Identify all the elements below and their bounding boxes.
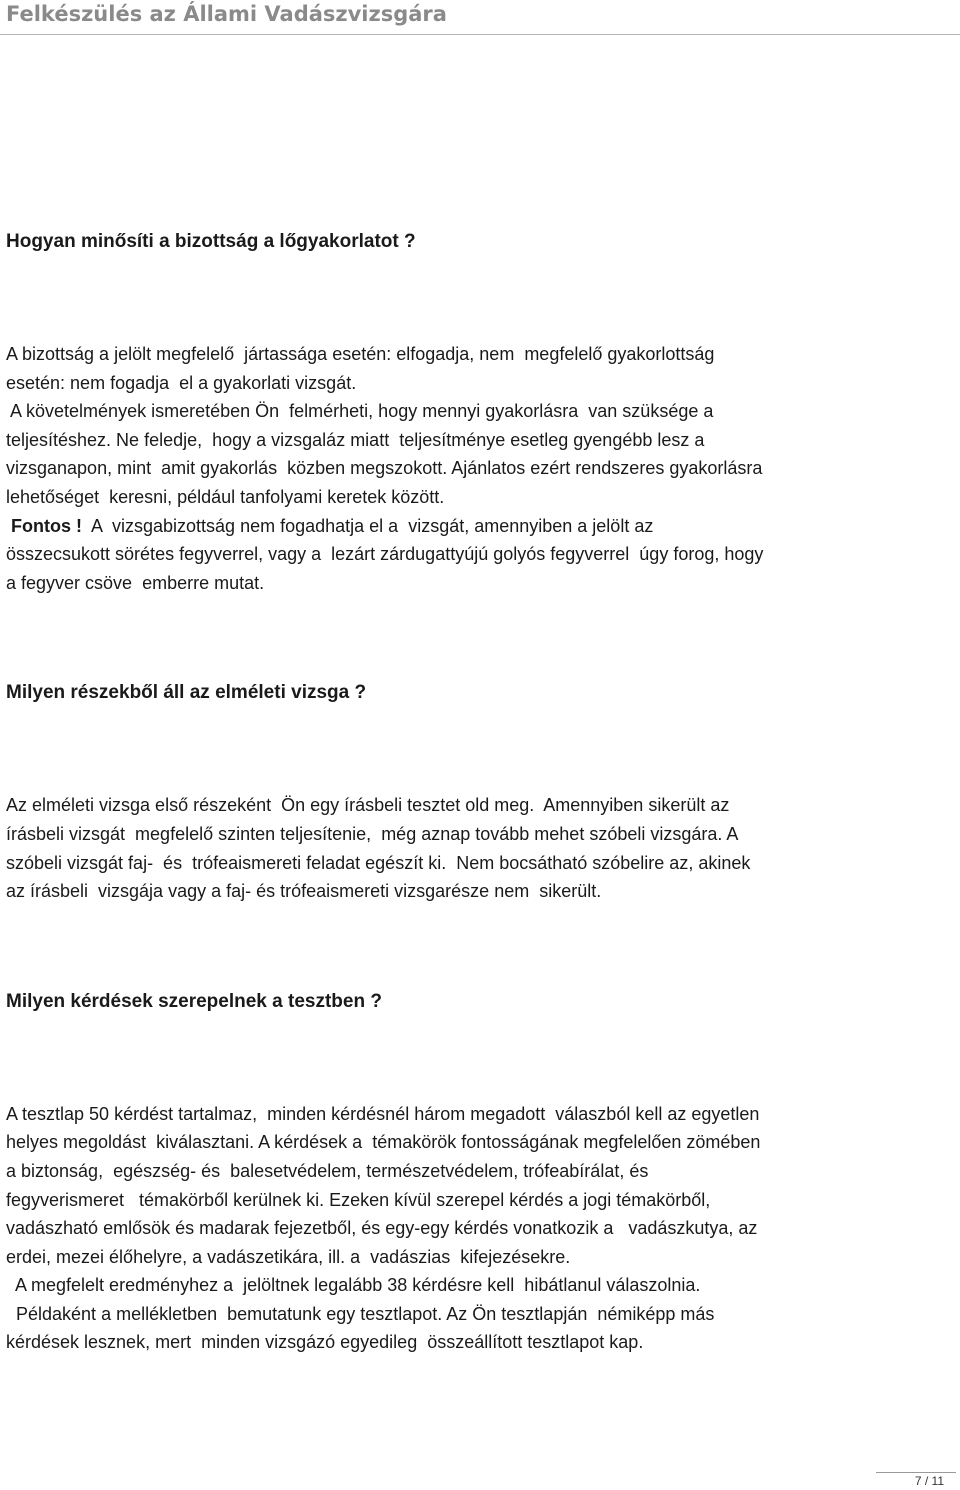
header-divider	[0, 34, 960, 35]
footer-divider	[876, 1472, 956, 1473]
paragraph-line: Az elméleti vizsga első részeként Ön egy írásbeli tesztet old meg. Amennyiben sikerült az	[6, 795, 730, 816]
document-header-title: Felkészülés az Állami Vadászvizsgára	[6, 2, 447, 26]
paragraph-line: erdei, mezei élőhelyre, a vadászetikára, ill. a vadászias kifejezésekre.	[6, 1246, 571, 1267]
section-paragraph-test-questions	[6, 1100, 954, 1357]
paragraph-line: teljesítéshez. Ne feledje, hogy a vizsgaláz miatt teljesítménye esetleg gyengébb lesz a	[6, 429, 705, 450]
paragraph-line: szóbeli vizsgát faj- és trófeaismereti feladat egészít ki. Nem bocsátható szóbelire az, akinek	[6, 852, 751, 873]
paragraph-line: A követelmények ismeretében Ön felmérheti, hogy mennyi gyakorlásra van szüksége a	[6, 401, 714, 422]
document-body	[6, 228, 954, 1357]
paragraph-line: A bizottság a jelölt megfelelő jártassága esetén: elfogadja, nem megfelelő gyakorlottság	[6, 344, 715, 364]
paragraph-line: írásbeli vizsgát megfelelő szinten teljesítenie, még aznap tovább mehet szóbeli vizsgára. A	[6, 823, 739, 844]
paragraph-line: kérdések lesznek, mert minden vizsgázó egyedileg összeállított tesztlapot kap.	[6, 1332, 644, 1353]
paragraph-line: az írásbeli vizsgája vagy a faj- és trófeaismereti vizsgarésze nem sikerült.	[6, 881, 602, 902]
paragraph-line: a fegyver csöve emberre mutat.	[6, 572, 265, 593]
paragraph-line: A megfelelt eredményhez a jelöltnek legalább 38 kérdésre kell hibátlanul válaszolnia.	[6, 1275, 701, 1296]
paragraph-line: esetén: nem fogadja el a gyakorlati vizsgát.	[6, 372, 357, 393]
section-paragraph-shooting	[6, 340, 954, 597]
paragraph-line: lehetőséget keresni, például tanfolyami keretek között.	[6, 486, 445, 507]
section-heading-shooting: Hogyan minősíti a bizottság a lőgyakorlatot ?	[6, 231, 416, 252]
section-heading-test-questions: Milyen kérdések szerepelnek a tesztben ?	[6, 990, 382, 1012]
paragraph-line: fegyverismeret témakörből kerülnek ki. Ezeken kívül szerepel kérdés a jogi témakörből,	[6, 1189, 711, 1210]
paragraph-line: összecsukott sörétes fegyverrel, vagy a lezárt zárdugattyújú golyós fegyverrel úgy forog, hogy	[6, 544, 764, 565]
paragraph-line: vadászható emlősök és madarak fejezetből, és egy-egy kérdés vonatkozik a vadászkutya, az	[6, 1218, 758, 1239]
section-paragraph-theory-exam	[6, 791, 954, 905]
important-note-line	[6, 512, 954, 541]
page-number: 7 / 11	[914, 1474, 944, 1488]
section-heading-theory-exam: Milyen részekből áll az elméleti vizsga ?	[6, 682, 367, 704]
important-label: Fontos !	[6, 515, 82, 536]
important-text: A vizsgabizottság nem fogadhatja el a vizsgát, amennyiben a jelölt az	[81, 515, 654, 536]
paragraph-line: a biztonság, egészség- és balesetvédelem, természetvédelem, trófeabírálat, és	[6, 1160, 649, 1181]
paragraph-line: A tesztlap 50 kérdést tartalmaz, minden kérdésnél három megadott válaszból kell az egyetlen	[6, 1103, 760, 1124]
paragraph-line: helyes megoldást kiválasztani. A kérdések a témakörök fontosságának megfelelően zömében	[6, 1132, 761, 1153]
paragraph-line: Példaként a mellékletben bemutatunk egy tesztlapot. Az Ön tesztlapján némiképp más	[6, 1303, 715, 1324]
paragraph-line: vizsganapon, mint amit gyakorlás közben megszokott. Ajánlatos ezért rendszeres gyakorlásra	[6, 458, 763, 479]
